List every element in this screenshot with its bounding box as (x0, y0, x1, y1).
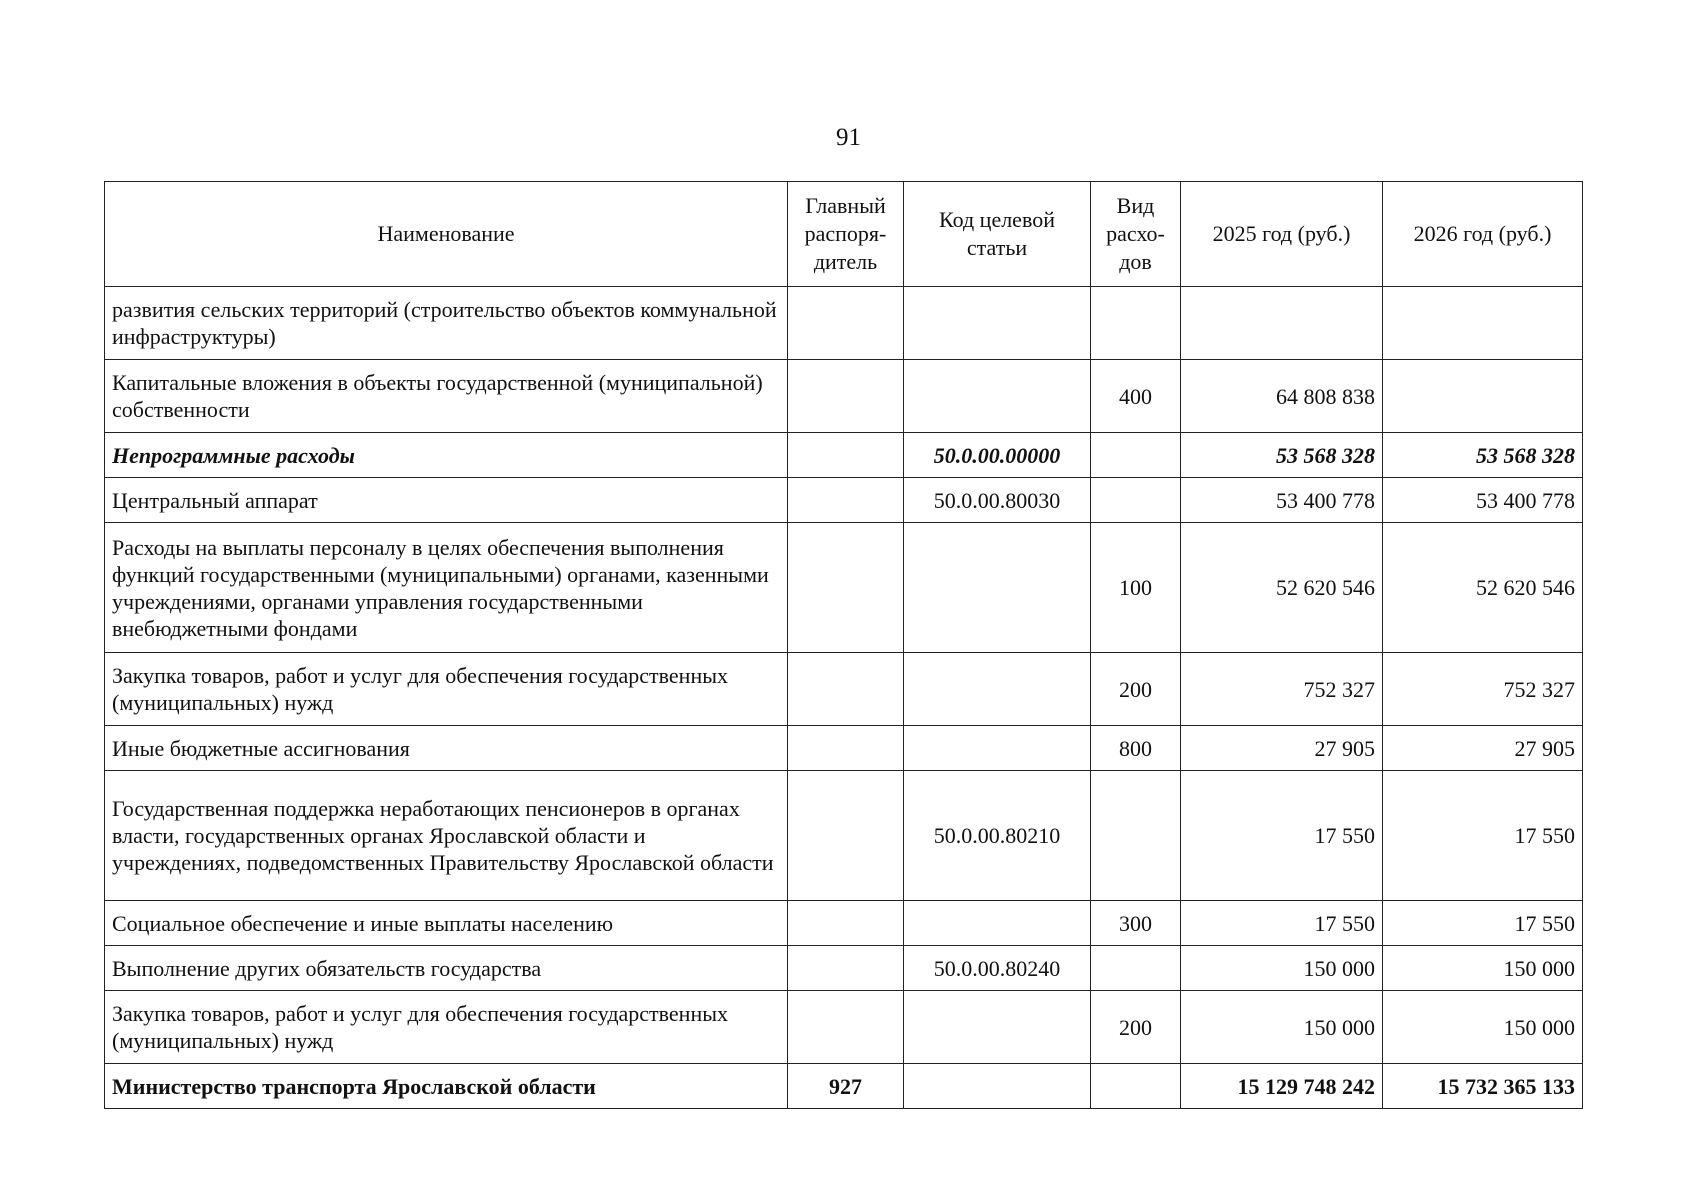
page-number: 91 (836, 124, 861, 151)
header-admin: Главный распоря-дитель (788, 182, 904, 287)
row-code (904, 726, 1091, 771)
table-row (105, 1064, 1583, 1109)
row-name: Государственная поддержка неработающих пенсионеров в органах власти, государственных органах Ярославской области и учреждениях, подведомственных Правительству Ярославской области (105, 771, 788, 901)
row-code (904, 653, 1091, 726)
row-type (1091, 433, 1181, 478)
table-header-row (105, 182, 1583, 287)
row-2026: 150 000 (1383, 946, 1583, 991)
row-type (1091, 478, 1181, 523)
row-admin (788, 523, 904, 653)
row-name: Непрограммные расходы (105, 433, 788, 478)
row-name: развития сельских территорий (строительство объектов коммунальной инфраструктуры) (105, 287, 788, 360)
row-2026: 17 550 (1383, 901, 1583, 946)
row-name: Капитальные вложения в объекты государственной (муниципальной) собственности (105, 360, 788, 433)
row-code (904, 287, 1091, 360)
table-row (105, 771, 1583, 901)
row-code (904, 901, 1091, 946)
row-2026: 27 905 (1383, 726, 1583, 771)
row-admin (788, 360, 904, 433)
row-name: Иные бюджетные ассигнования (105, 726, 788, 771)
row-type: 800 (1091, 726, 1181, 771)
header-name: Наименование (105, 182, 788, 287)
table-row (105, 901, 1583, 946)
row-type: 300 (1091, 901, 1181, 946)
row-code (904, 360, 1091, 433)
row-type: 200 (1091, 653, 1181, 726)
row-2026: 752 327 (1383, 653, 1583, 726)
row-code (904, 1064, 1091, 1109)
row-admin (788, 946, 904, 991)
row-code: 50.0.00.80240 (904, 946, 1091, 991)
row-admin: 927 (788, 1064, 904, 1109)
row-2025: 150 000 (1181, 946, 1383, 991)
row-admin (788, 653, 904, 726)
row-2025: 752 327 (1181, 653, 1383, 726)
row-name: Выполнение других обязательств государства (105, 946, 788, 991)
row-admin (788, 726, 904, 771)
row-type (1091, 946, 1181, 991)
row-2026 (1383, 360, 1583, 433)
row-2025: 53 568 328 (1181, 433, 1383, 478)
header-code: Код целевой статьи (904, 182, 1091, 287)
row-admin (788, 478, 904, 523)
row-admin (788, 287, 904, 360)
row-code (904, 991, 1091, 1064)
row-2025: 27 905 (1181, 726, 1383, 771)
table-row (105, 523, 1583, 653)
table-row (105, 726, 1583, 771)
row-type: 100 (1091, 523, 1181, 653)
row-2025: 52 620 546 (1181, 523, 1383, 653)
row-code: 50.0.00.80030 (904, 478, 1091, 523)
row-name: Закупка товаров, работ и услуг для обеспечения государственных (муниципальных) нужд (105, 991, 788, 1064)
row-2026: 150 000 (1383, 991, 1583, 1064)
header-2025: 2025 год (руб.) (1181, 182, 1383, 287)
row-type: 400 (1091, 360, 1181, 433)
row-type: 200 (1091, 991, 1181, 1064)
row-name: Расходы на выплаты персоналу в целях обеспечения выполнения функций государственными (муниципальными) органами, казенными учреждениями, органами управления государственными внебюджетными фондами (105, 523, 788, 653)
table-row (105, 991, 1583, 1064)
row-2025: 17 550 (1181, 901, 1383, 946)
table-row (105, 653, 1583, 726)
row-2026: 15 732 365 133 (1383, 1064, 1583, 1109)
row-admin (788, 433, 904, 478)
row-admin (788, 991, 904, 1064)
table-row (105, 360, 1583, 433)
row-2025: 53 400 778 (1181, 478, 1383, 523)
row-2025: 64 808 838 (1181, 360, 1383, 433)
table-row (105, 287, 1583, 360)
row-2026: 17 550 (1383, 771, 1583, 901)
row-2025: 17 550 (1181, 771, 1383, 901)
table-row (105, 433, 1583, 478)
row-type (1091, 771, 1181, 901)
row-code (904, 523, 1091, 653)
table-row (105, 478, 1583, 523)
row-name: Министерство транспорта Ярославской области (105, 1064, 788, 1109)
row-2025: 150 000 (1181, 991, 1383, 1064)
row-name: Центральный аппарат (105, 478, 788, 523)
row-2026: 53 400 778 (1383, 478, 1583, 523)
table-row (105, 946, 1583, 991)
row-admin (788, 901, 904, 946)
row-admin (788, 771, 904, 901)
row-2025 (1181, 287, 1383, 360)
row-2026: 53 568 328 (1383, 433, 1583, 478)
row-2026: 52 620 546 (1383, 523, 1583, 653)
row-name: Социальное обеспечение и иные выплаты населению (105, 901, 788, 946)
row-type (1091, 1064, 1181, 1109)
header-2026: 2026 год (руб.) (1383, 182, 1583, 287)
row-code: 50.0.00.80210 (904, 771, 1091, 901)
row-type (1091, 287, 1181, 360)
row-code: 50.0.00.00000 (904, 433, 1091, 478)
header-type: Вид расхо-дов (1091, 182, 1181, 287)
row-2025: 15 129 748 242 (1181, 1064, 1383, 1109)
row-name: Закупка товаров, работ и услуг для обеспечения государственных (муниципальных) нужд (105, 653, 788, 726)
row-2026 (1383, 287, 1583, 360)
budget-table (104, 181, 1583, 1109)
